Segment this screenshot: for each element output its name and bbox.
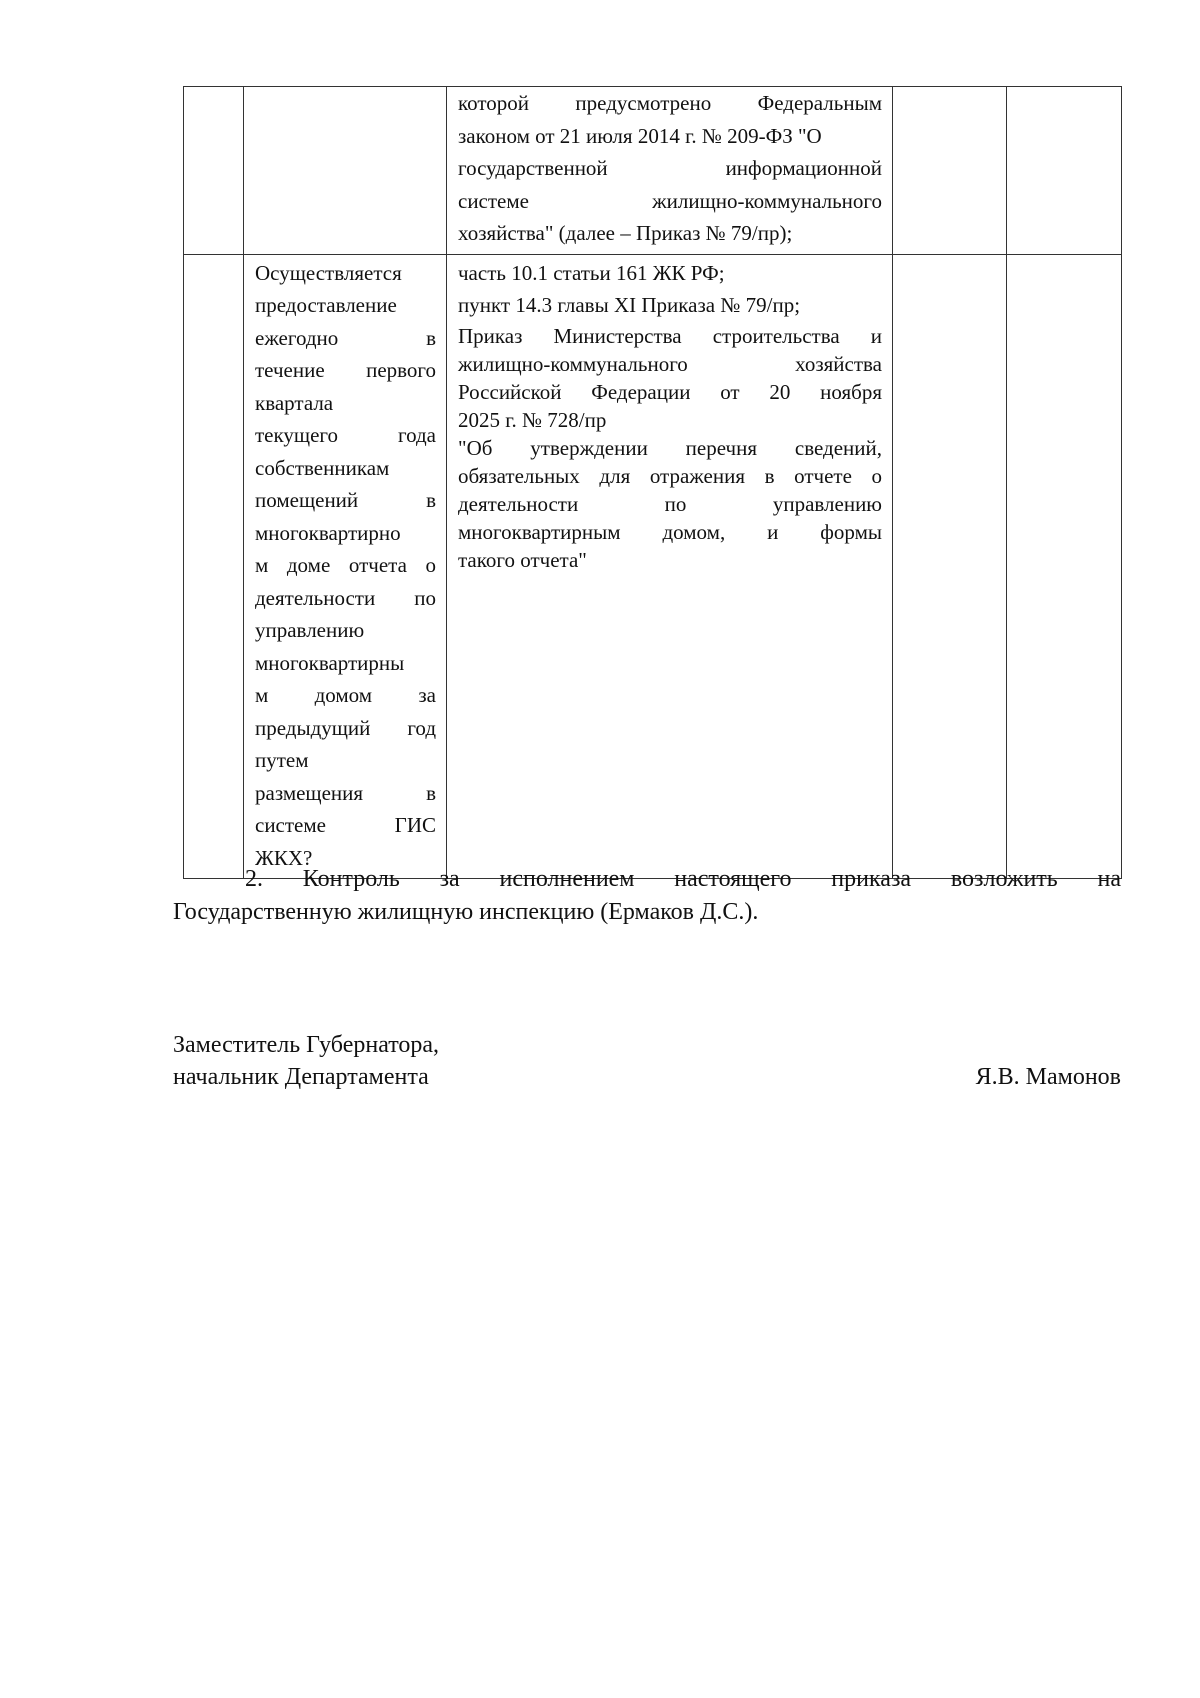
question-line: многоквартирны [255, 650, 405, 675]
row-number-cell [184, 87, 244, 255]
question-line: Осуществляется [255, 260, 402, 285]
basis-text-line: обязательных для отражения в отчете о [458, 463, 882, 488]
table-row [184, 254, 1122, 879]
signatory-position: начальник Департамента [173, 1064, 429, 1090]
paragraph-line: Государственную жилищную инспекцию (Ермаков Д.С.). [173, 899, 759, 925]
answer-cell-1 [893, 254, 1007, 879]
legal-basis-cell [447, 87, 893, 255]
question-line: м доме отчета о [255, 553, 436, 577]
basis-text-line: многоквартирным домом, и формы [458, 519, 882, 544]
signature-block [173, 1029, 1121, 1093]
signatory-position: Заместитель Губернатора, [173, 1032, 440, 1058]
basis-text-line: Приказ Министерства строительства и [458, 323, 882, 348]
question-line: деятельности по [255, 585, 436, 610]
basis-text-line: деятельности по управлению [458, 491, 882, 516]
answer-cell-1 [893, 87, 1007, 255]
basis-text-line: "Об утверждении перечня сведений, [458, 435, 882, 460]
paragraph-line: 2. Контроль за исполнением настоящего приказа возложить на [245, 866, 1121, 892]
question-line: текущего года [255, 423, 436, 447]
signatory-name: Я.В. Мамонов [975, 1064, 1121, 1090]
question-line: м домом за [255, 683, 436, 707]
question-line: управлению [255, 618, 365, 642]
table-row [184, 87, 1122, 255]
basis-text-line: жилищно-коммунального хозяйства [458, 351, 882, 376]
basis-text-line: 2025 г. № 728/пр [458, 407, 607, 432]
basis-text-line: законом от 21 июля 2014 г. № 209-ФЗ "О [458, 123, 822, 148]
question-line: ЖКХ? [255, 845, 313, 870]
basis-text-line: которой предусмотрено Федеральным [458, 91, 882, 115]
question-line: путем [255, 748, 309, 772]
basis-text-line: хозяйства" (далее – Приказ № 79/пр); [458, 221, 793, 245]
question-line: предоставление [255, 293, 397, 317]
question-line: ежегодно в [255, 325, 436, 350]
basis-text-line: Российской Федерации от 20 ноября [458, 379, 882, 404]
answer-cell-2 [1007, 87, 1122, 255]
row-number-cell [184, 254, 244, 879]
basis-text-line: такого отчета" [458, 547, 587, 572]
basis-paragraph: пункт 14.3 главы XI Приказа № 79/пр; [458, 293, 801, 317]
question-line: системе ГИС [255, 813, 436, 837]
question-line: течение первого [255, 358, 436, 382]
basis-paragraph [458, 322, 882, 434]
question-line: предыдущий год [255, 715, 436, 740]
question-line: многоквартирно [255, 520, 401, 545]
question-line: размещения в [255, 780, 436, 805]
paragraph-2 [173, 863, 1121, 929]
basis-paragraph: часть 10.1 статьи 161 ЖК РФ; [458, 260, 725, 285]
question-cell [244, 254, 447, 879]
answer-cell-2 [1007, 254, 1122, 879]
question-line: квартала [255, 390, 334, 415]
question-line: помещений в [255, 488, 436, 512]
checklist-table [183, 86, 1122, 879]
legal-basis-cell [447, 254, 893, 879]
basis-text-line: системе жилищно-коммунального [458, 188, 882, 213]
basis-text-line: государственной информационной [458, 156, 882, 180]
question-line: собственникам [255, 455, 390, 480]
basis-paragraph [458, 434, 882, 574]
question-cell [244, 87, 447, 255]
